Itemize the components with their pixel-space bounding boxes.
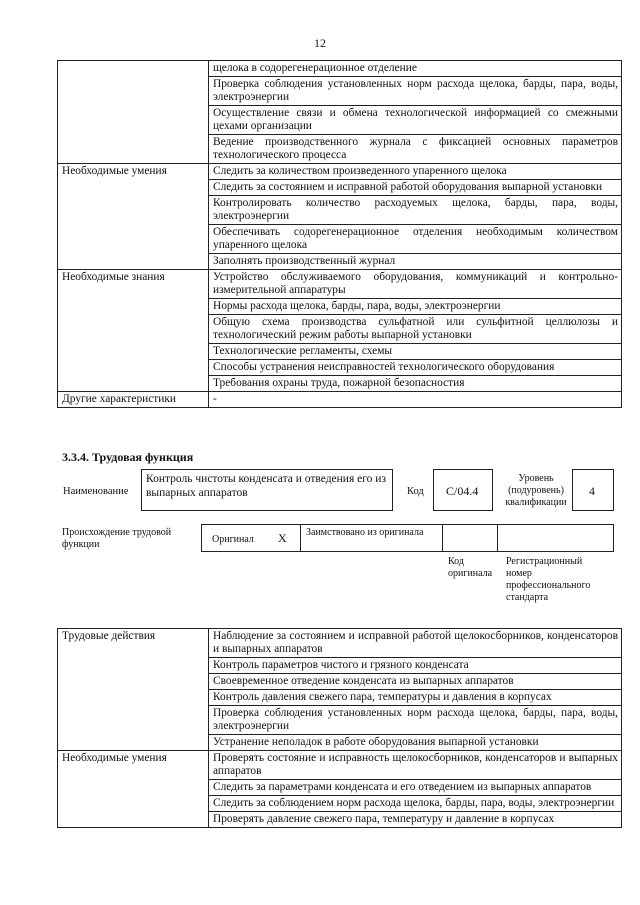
item-cell: Контроль давления свежего пара, температуры и давления в корпусах (209, 690, 622, 706)
item-cell: Контролировать количество расходуемых щелока, барды, пара, воды, электроэнергии (209, 196, 622, 225)
original-label: Оригинал (212, 534, 254, 545)
table-row (58, 629, 622, 658)
category-cell: Трудовые действия (58, 629, 209, 751)
item-cell: Технологические регламенты, схемы (209, 344, 622, 360)
item-cell: Обеспечивать содорегенерационное отделения необходимым количеством упаренного щелока (209, 225, 622, 254)
item-cell: Проверка соблюдения установленных норм расхода щелока, барды, пара, воды, электроэнергии (209, 706, 622, 735)
item-cell: Проверка соблюдения установленных норм расхода щелока, барды, пара, воды, электроэнергии (209, 77, 622, 106)
table-row (58, 392, 622, 408)
item-cell: Следить за количеством произведенного упаренного щелока (209, 164, 622, 180)
item-cell: Проверять давление свежего пара, температуру и давление в корпусах (209, 812, 622, 828)
section-title: 3.3.4. Трудовая функция (62, 450, 194, 464)
category-cell: Необходимые умения (58, 751, 209, 828)
category-cell: Необходимые умения (58, 164, 209, 270)
code-original-box (442, 524, 498, 552)
table-row (58, 270, 622, 299)
reg-number-label: Регистрационный номер профессионального стандарта (506, 556, 591, 603)
code-original-label: Код оригинала (448, 556, 493, 579)
item-cell: Устройство обслуживаемого оборудования, коммуникаций и контрольно-измерительной аппаратуры (209, 270, 622, 299)
competency-table-bottom (57, 628, 622, 828)
category-cell: Другие характеристики (58, 392, 209, 408)
name-value: Контроль чистоты конденсата и отведения его из выпарных аппаратов (146, 473, 386, 499)
borrowed-label: Заимствовано из оригинала (306, 527, 424, 538)
category-cell (58, 61, 209, 164)
item-cell: Следить за параметрами конденсата и его отведением из выпарных аппаратов (209, 780, 622, 796)
item-cell: Своевременное отведение конденсата из выпарных аппаратов (209, 674, 622, 690)
item-cell: Способы устранения неисправностей технологического оборудования (209, 360, 622, 376)
item-cell: - (209, 392, 622, 408)
level-label: Уровень (подуровень) квалификации (505, 473, 567, 508)
code-value: C/04.4 (446, 484, 479, 498)
name-label: Наименование (63, 486, 129, 497)
item-cell: Следить за соблюдением норм расхода щелока, барды, пара, воды, электроэнергии (209, 796, 622, 812)
code-label: Код (407, 486, 424, 497)
table-row (58, 164, 622, 180)
original-mark: X (278, 531, 287, 545)
item-cell: Требования охраны труда, пожарной безопасностия (209, 376, 622, 392)
item-cell: Наблюдение за состоянием и исправной работой щелокосборников, конденсаторов и выпарных аппаратов (209, 629, 622, 658)
item-cell: Проверять состояние и исправность щелокосборников, конденсаторов и выпарных аппаратов (209, 751, 622, 780)
competency-table-top (57, 60, 622, 408)
page-number: 12 (314, 36, 326, 50)
origin-label: Происхождение трудовой функции (62, 527, 172, 550)
table-row (58, 751, 622, 780)
table-row (58, 61, 622, 77)
item-cell: Осуществление связи и обмена технологической информацией со смежными цехами организации (209, 106, 622, 135)
item-cell: Заполнять производственный журнал (209, 254, 622, 270)
category-cell: Необходимые знания (58, 270, 209, 392)
item-cell: Устранение неполадок в работе оборудования выпарной установки (209, 735, 622, 751)
item-cell: Ведение производственного журнала с фиксацией основных параметров технологического процесса (209, 135, 622, 164)
level-value: 4 (589, 484, 595, 498)
item-cell: Следить за состоянием и исправной работой оборудования выпарной установки (209, 180, 622, 196)
item-cell: Нормы расхода щелока, барды, пара, воды, электроэнергии (209, 299, 622, 315)
item-cell: Общую схема производства сульфатной или сульфитной целлюлозы и технологический режим работы выпарной установки (209, 315, 622, 344)
name-value-box (141, 469, 393, 511)
item-cell: Контроль параметров чистого и грязного конденсата (209, 658, 622, 674)
item-cell: щелока в содорегенерационное отделение (209, 61, 622, 77)
reg-number-box (497, 524, 614, 552)
